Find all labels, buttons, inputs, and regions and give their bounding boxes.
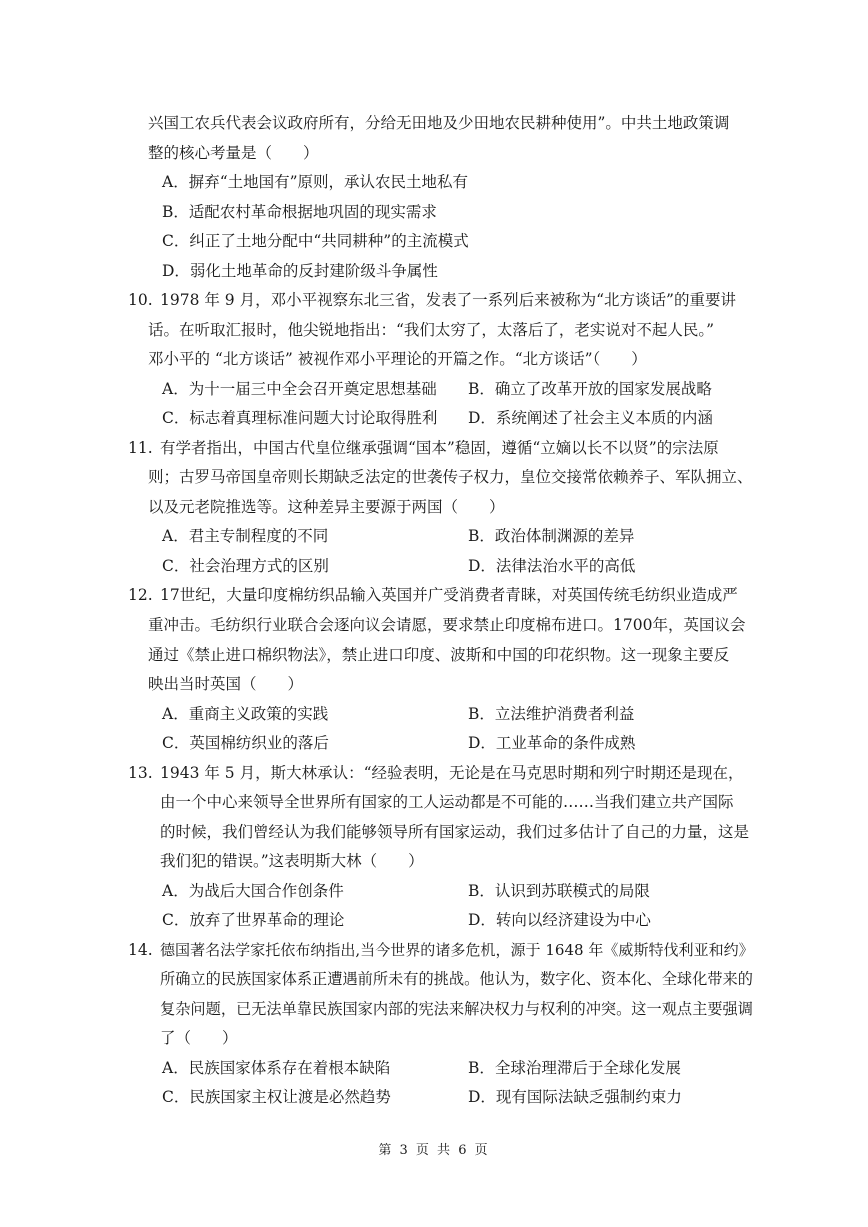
q9-option-a: A．摒弃“土地国有”原则，承认农民土地私有 — [162, 173, 469, 191]
q11-number: 11. — [128, 439, 153, 457]
q13-stem-line-1: 1943 年 5 月，斯大林承认：“经验表明，无论是在马克思时期和列宁时期还是现在， — [160, 764, 744, 782]
q11-option-d: D．法律法治水平的高低 — [468, 557, 636, 575]
q13-option-b: B．认识到苏联模式的局限 — [468, 882, 650, 900]
q10-option-a: A．为十一届三中全会召开奠定思想基础 — [162, 380, 437, 398]
q10-option-c: C．标志着真理标准问题大讨论取得胜利 — [162, 409, 438, 427]
q12-option-a: A．重商主义政策的实践 — [162, 705, 329, 723]
q11-stem-line-3: 以及元老院推选等。这种差异主要源于两国（ ） — [148, 498, 505, 516]
q14-option-d: D．现有国际法缺乏强制约束力 — [468, 1088, 682, 1106]
q11-stem-line-2: 则；古罗马帝国皇帝则长期缺乏法定的世袭传子权力，皇位交接常依赖养子、军队拥立、 — [148, 468, 753, 486]
q13-option-c: C．放弃了世界革命的理论 — [162, 911, 345, 929]
q12-option-d: D．工业革命的条件成熟 — [468, 734, 636, 752]
q9-option-c: C．纠正了土地分配中“共同耕种”的主流模式 — [162, 232, 469, 250]
q12-stem-line-4: 映出当时英国（ ） — [148, 675, 304, 693]
q11-option-a: A．君主专制程度的不同 — [162, 527, 329, 545]
q12-option-b: B．立法维护消费者利益 — [468, 705, 635, 723]
q13-stem-line-2: 由一个中心来领导全世界所有国家的工人运动都是不可能的……当我们建立共产国际 — [160, 793, 734, 811]
q14-stem-line-1: 德国著名法学家托依布纳指出,当今世界的诸多危机，源于 1648 年《威斯特伐利亚和约》 — [160, 941, 754, 959]
q9-stem-line-2: 整的核心考量是（ ） — [148, 144, 319, 162]
q9-stem-line-1: 兴国工农兵代表会议政府所有，分给无田地及少田地农民耕种使用”。中共土地政策调 — [148, 114, 730, 132]
q14-option-b: B．全球治理滞后于全球化发展 — [468, 1059, 681, 1077]
q13-number: 13. — [128, 764, 153, 782]
q13-option-a: A．为战后大国合作创条件 — [162, 882, 344, 900]
q12-option-c: C．英国棉纺织业的落后 — [162, 734, 329, 752]
q10-stem-line-3: 邓小平的 “北方谈话” 被视作邓小平理论的开篇之作。“北方谈话”（ ） — [148, 350, 647, 368]
q14-option-a: A．民族国家体系存在着根本缺陷 — [162, 1059, 391, 1077]
q14-number: 14. — [128, 941, 153, 959]
q9-option-b: B．适配农村革命根据地巩固的现实需求 — [162, 203, 437, 221]
q10-option-d: D．系统阐述了社会主义本质的内涵 — [468, 409, 713, 427]
q11-option-c: C．社会治理方式的区别 — [162, 557, 329, 575]
q13-option-d: D．转向以经济建设为中心 — [468, 911, 651, 929]
q11-stem-line-1: 有学者指出，中国古代皇位继承强调“国本”稳固，遵循“立嫡以长不以贤”的宗法原 — [160, 439, 719, 457]
q13-stem-line-4: 我们犯的错误。”这表明斯大林（ ） — [160, 852, 424, 870]
q12-stem-line-1: 17世纪，大量印度棉纺织品输入英国并广受消费者青睐，对英国传统毛纺织业造成严 — [160, 586, 738, 604]
q11-option-b: B．政治体制渊源的差异 — [468, 527, 635, 545]
q10-number: 10. — [128, 291, 153, 309]
q14-option-c: C．民族国家主权让渡是必然趋势 — [162, 1088, 391, 1106]
q14-stem-line-2: 所确立的民族国家体系正遭遇前所未有的挑战。他认为，数字化、资本化、全球化带来的 — [160, 970, 753, 988]
q10-stem-line-1: 1978 年 9 月，邓小平视察东北三省，发表了一系列后来被称为“北方谈话”的重要讲 — [160, 291, 736, 309]
q12-stem-line-3: 通过《禁止进口棉织物法》，禁止进口印度、波斯和中国的印花织物。这一现象主要反 — [148, 646, 730, 664]
q12-stem-line-2: 重冲击。毛纺织行业联合会逐向议会请愿，要求禁止印度棉布进口。1700年，英国议会 — [148, 616, 746, 634]
q12-number: 12. — [128, 586, 153, 604]
q14-stem-line-3: 复杂问题，已无法单靠民族国家内部的宪法来解决权力与权利的冲突。这一观点主要强调 — [160, 1000, 753, 1018]
page-footer: 第 3 页 共 6 页 — [378, 1143, 490, 1158]
q13-stem-line-3: 的时候，我们曾经认为我们能够领导所有国家运动，我们过多估计了自己的力量，这是 — [160, 823, 750, 841]
q10-option-b: B．确立了改革开放的国家发展战略 — [468, 380, 712, 398]
q14-stem-line-4: 了（ ） — [160, 1029, 238, 1047]
q9-option-d: D．弱化土地革命的反封建阶级斗争属性 — [162, 262, 438, 280]
q10-stem-line-2: 话。在听取汇报时，他尖锐地指出：“我们太穷了，太落后了，老实说对不起人民。” — [148, 321, 715, 339]
